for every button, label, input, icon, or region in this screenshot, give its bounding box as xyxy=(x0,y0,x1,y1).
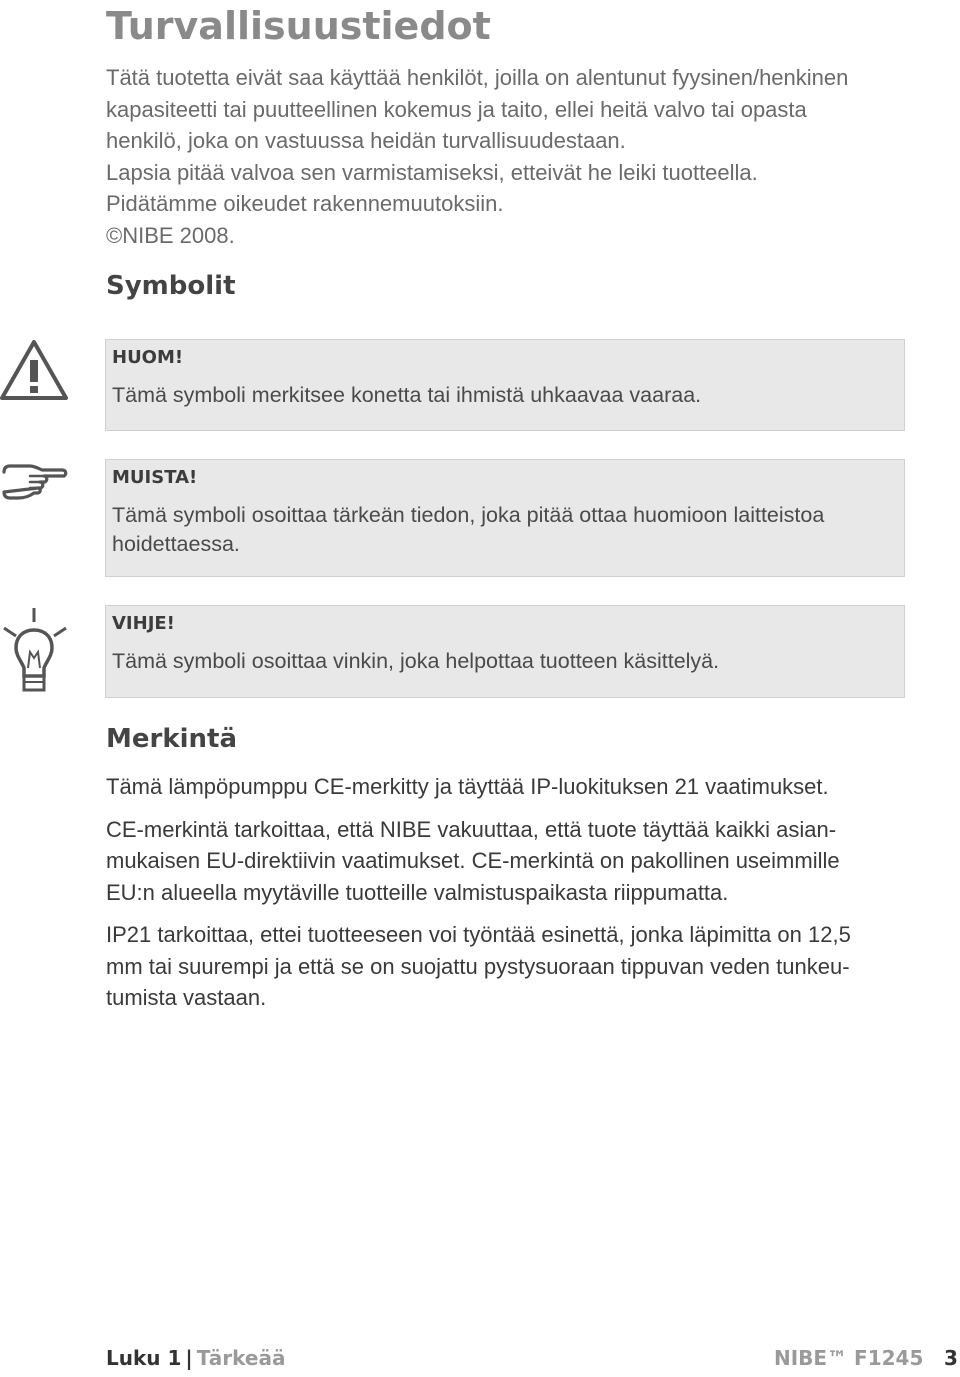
merkinta-paragraph xyxy=(106,814,916,909)
lightbulb-icon xyxy=(0,606,70,700)
warning-triangle-icon xyxy=(0,338,70,406)
vihje-notice xyxy=(105,605,905,698)
merkinta-line: mukaisen EU-direktiivin vaatimukset. CE-merkintä on pakollinen useimmille xyxy=(106,848,840,873)
intro-line: henkilö, joka on vastuussa heidän turvallisuudestaan. xyxy=(106,128,626,153)
intro-line: Lapsia pitää valvoa sen varmistamiseksi, etteivät he leiki tuotteella. xyxy=(106,159,758,185)
merkinta-heading: Merkintä xyxy=(106,724,238,754)
muista-text-line: hoidettaessa. xyxy=(112,532,240,556)
muista-label: MUISTA! xyxy=(112,467,198,488)
symbols-heading: Symbolit xyxy=(106,271,236,301)
merkinta-line: IP21 tarkoittaa, ettei tuotteeseen voi työntää esinettä, jonka läpimitta on 12,5 xyxy=(106,922,851,947)
page-number: 3 xyxy=(944,1346,958,1370)
huom-label: HUOM! xyxy=(112,347,184,368)
intro-line: Tätä tuotetta eivät saa käyttää henkilöt, joilla on alentunut fyysinen/henkinen xyxy=(106,65,849,90)
huom-text: Tämä symboli merkitsee konetta tai ihmistä uhkaavaa vaaraa. xyxy=(112,383,702,407)
intro-copyright: ©NIBE 2008. xyxy=(106,222,235,248)
merkinta-paragraph: Tämä lämpöpumppu CE-merkitty ja täyttää IP-luokituksen 21 vaatimukset. xyxy=(106,774,829,799)
footer-chapter xyxy=(106,1346,285,1370)
pointing-hand-icon xyxy=(0,458,70,510)
merkinta-line: EU:n alueella myytäville tuotteille valmistuspaikasta riippumatta. xyxy=(106,879,729,905)
muista-notice xyxy=(105,459,905,577)
chapter-label: Luku 1 xyxy=(106,1346,182,1370)
merkinta-line: CE-merkintä tarkoittaa, että NIBE vakuuttaa, että tuote täyttää kaikki asian- xyxy=(106,816,837,842)
intro-text xyxy=(106,62,936,251)
page-title: Turvallisuustiedot xyxy=(106,4,491,48)
merkinta-line: mm tai suurempi ja että se on suojattu pystysuoraan tippuvan veden tunkeu- xyxy=(106,953,850,979)
section-label: Tärkeää xyxy=(196,1346,286,1370)
footer-separator: | xyxy=(185,1346,193,1370)
merkinta-paragraph xyxy=(106,919,916,1014)
merkinta-line: tumista vastaan. xyxy=(106,985,267,1010)
vihje-text: Tämä symboli osoittaa vinkin, joka helpottaa tuotteen käsittelyä. xyxy=(112,649,720,673)
muista-text-line: Tämä symboli osoittaa tärkeän tiedon, joka pitää ottaa huomioon laitteistoa xyxy=(112,503,825,527)
huom-notice xyxy=(105,339,905,431)
intro-line: kapasiteetti tai puutteellinen kokemus ja taito, ellei heitä valvo tai opasta xyxy=(106,96,807,122)
merkinta-text xyxy=(106,771,916,1025)
footer-product: NIBE™ F1245 xyxy=(774,1346,924,1370)
vihje-label: VIHJE! xyxy=(112,613,175,634)
intro-line: Pidätämme oikeudet rakennemuutoksiin. xyxy=(106,191,504,216)
